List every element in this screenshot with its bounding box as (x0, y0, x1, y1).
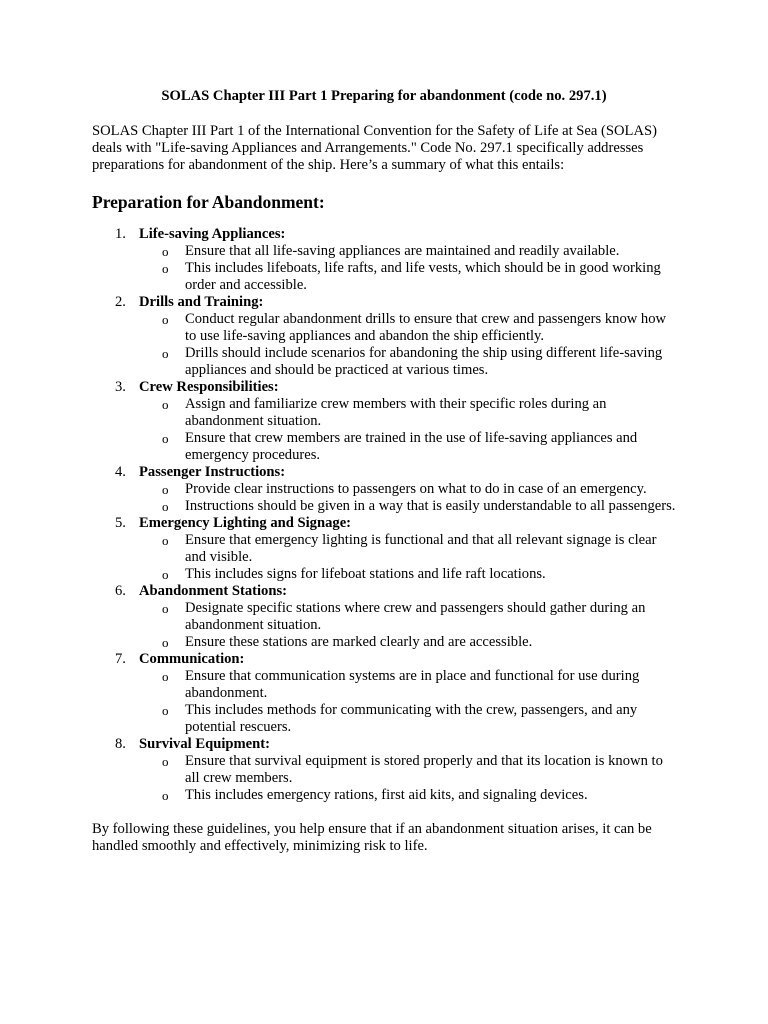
bullet-icon: o (162, 346, 169, 361)
sub-bullet-item (139, 430, 676, 464)
list-item-title: Passenger Instructions: (139, 464, 286, 480)
sub-bullet-item (139, 600, 676, 634)
sub-bullet-item (139, 396, 676, 430)
list-item-number: 2. (115, 294, 126, 310)
list-item-title: Survival Equipment: (139, 736, 270, 752)
bullet-icon: o (162, 754, 169, 769)
sub-bullet-item (139, 260, 676, 294)
bullet-icon: o (162, 244, 169, 259)
list-item-number: 7. (115, 651, 126, 667)
list-item (92, 379, 676, 464)
sub-bullet-text: Assign and familiarize crew members with their specific roles during an abandonment situation. (185, 396, 607, 429)
list-item-number: 3. (115, 379, 126, 395)
sub-bullet-item (139, 668, 676, 702)
list-item (92, 226, 676, 294)
sub-bullet-list (139, 600, 676, 651)
bullet-icon: o (162, 499, 169, 514)
list-item-title: Communication: (139, 651, 245, 667)
bullet-icon: o (162, 601, 169, 616)
sub-bullet-item (139, 311, 676, 345)
sub-bullet-text: Drills should include scenarios for abandoning the ship using different life-saving appliances and should be practiced at various times. (185, 345, 663, 378)
sub-bullet-text: This includes emergency rations, first aid kits, and signaling devices. (185, 787, 588, 803)
list-item-title: Abandonment Stations: (139, 583, 287, 599)
list-item-title: Crew Responsibilities: (139, 379, 279, 395)
bullet-icon: o (162, 703, 169, 718)
bullet-icon: o (162, 397, 169, 412)
sub-bullet-item (139, 243, 676, 260)
sub-bullet-item (139, 634, 676, 651)
sub-bullet-text: Designate specific stations where crew and passengers should gather during an abandonment situation. (185, 600, 646, 633)
sub-bullet-item (139, 532, 676, 566)
sub-bullet-item (139, 566, 676, 583)
sub-bullet-text: Ensure that all life-saving appliances are maintained and readily available. (185, 243, 620, 259)
sub-bullet-text: Ensure that survival equipment is stored properly and that its location is known to all crew members. (185, 753, 663, 786)
sub-bullet-item (139, 702, 676, 736)
list-item (92, 651, 676, 736)
bullet-icon: o (162, 431, 169, 446)
list-item (92, 515, 676, 583)
list-item-number: 1. (115, 226, 126, 242)
sub-bullet-item (139, 753, 676, 787)
sub-bullet-list (139, 668, 676, 736)
sub-bullet-text: Ensure that communication systems are in place and functional for use during abandonment. (185, 668, 640, 701)
list-item (92, 736, 676, 804)
sub-bullet-text: Ensure that emergency lighting is functional and that all relevant signage is clear and visible. (185, 532, 657, 565)
list-item-number: 4. (115, 464, 126, 480)
bullet-icon: o (162, 261, 169, 276)
list-item-number: 8. (115, 736, 126, 752)
sub-bullet-text: Provide clear instructions to passengers on what to do in case of an emergency. (185, 481, 647, 497)
sub-bullet-list (139, 753, 676, 804)
sub-bullet-text: Ensure that crew members are trained in the use of life-saving appliances and emergency procedures. (185, 430, 638, 463)
intro-paragraph: SOLAS Chapter III Part 1 of the International Convention for the Safety of Life at Sea (SOLAS) deals with "Life-saving Appliances and Arrangements." Code No. 297.1 specifically addresses preparations for abandonment of the ship. Here’s a summary of what this entails: (92, 123, 657, 173)
bullet-icon: o (162, 669, 169, 684)
list-item-number: 5. (115, 515, 126, 531)
sub-bullet-list (139, 396, 676, 464)
sub-bullet-text: This includes signs for lifeboat stations and life raft locations. (185, 566, 546, 582)
list-item-title: Life-saving Appliances: (139, 226, 286, 242)
list-item (92, 464, 676, 515)
bullet-icon: o (162, 635, 169, 650)
sub-bullet-text: Instructions should be given in a way that is easily understandable to all passengers. (185, 498, 676, 514)
sub-bullet-list (139, 481, 676, 515)
sub-bullet-item (139, 481, 676, 498)
sub-bullet-text: Ensure these stations are marked clearly and are accessible. (185, 634, 533, 650)
sub-bullet-text: This includes lifeboats, life rafts, and life vests, which should be in good working order and accessible. (185, 260, 661, 293)
sub-bullet-list (139, 311, 676, 379)
list-item (92, 294, 676, 379)
bullet-icon: o (162, 482, 169, 497)
sub-bullet-item (139, 498, 676, 515)
list-item-title: Drills and Training: (139, 294, 264, 310)
section-heading: Preparation for Abandonment: (92, 192, 325, 212)
sub-bullet-item (139, 787, 676, 804)
bullet-icon: o (162, 312, 169, 327)
sub-bullet-list (139, 243, 676, 294)
closing-paragraph: By following these guidelines, you help ensure that if an abandonment situation arises, it can be handled smoothly and effectively, minimizing risk to life. (92, 821, 652, 854)
bullet-icon: o (162, 533, 169, 548)
numbered-list (92, 226, 676, 804)
bullet-icon: o (162, 788, 169, 803)
document-title: SOLAS Chapter III Part 1 Preparing for abandonment (code no. 297.1) (161, 88, 607, 104)
document-page (92, 88, 676, 855)
sub-bullet-text: Conduct regular abandonment drills to ensure that crew and passengers know how to use life-saving appliances and abandon the ship efficiently. (185, 311, 667, 344)
sub-bullet-list (139, 532, 676, 583)
sub-bullet-text: This includes methods for communicating with the crew, passengers, and any potential rescuers. (185, 702, 638, 735)
list-item-number: 6. (115, 583, 126, 599)
bullet-icon: o (162, 567, 169, 582)
list-item-title: Emergency Lighting and Signage: (139, 515, 352, 531)
sub-bullet-item (139, 345, 676, 379)
list-item (92, 583, 676, 651)
